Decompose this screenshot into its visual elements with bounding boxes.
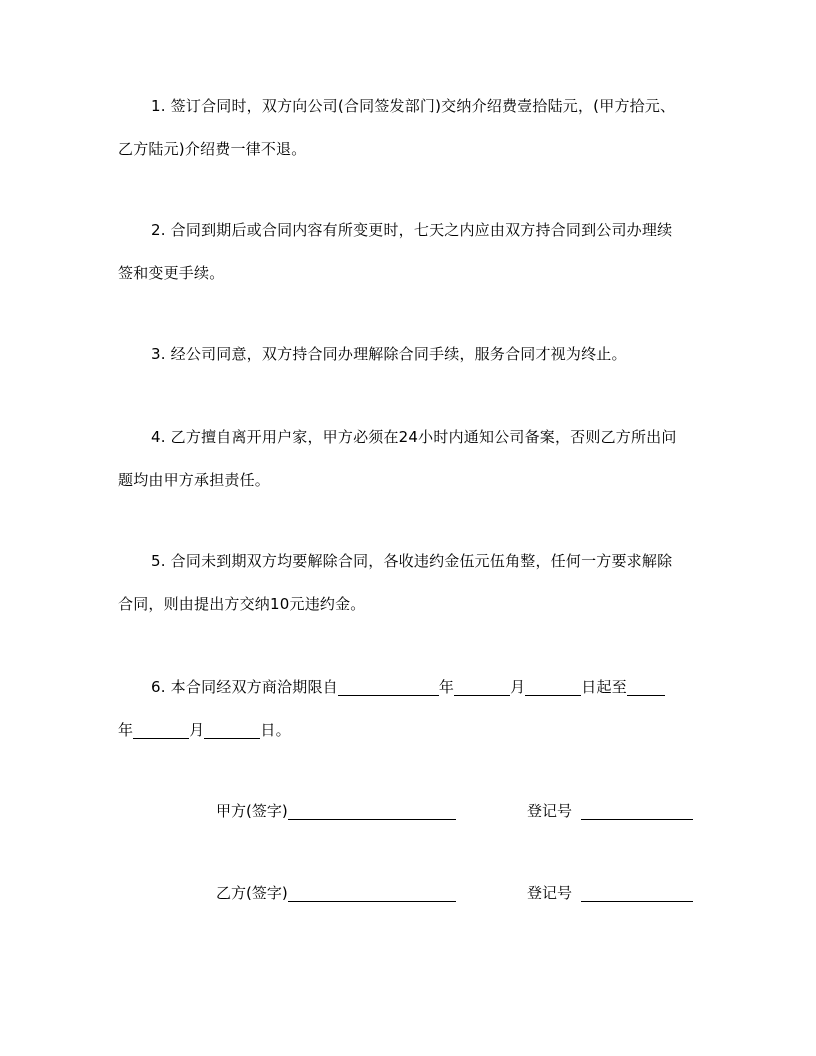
end-year-blank-start[interactable] [627,677,665,696]
clause-6-line-1 [151,666,665,709]
signature-row-party-b [216,872,456,915]
clause-2-line-1: 2. 合同到期后或合同内容有所变更时，七天之内应由双方持合同到公司办理续 [151,221,673,239]
term-prefix: 6. 本合同经双方商洽期限自 [151,678,338,696]
term-month-label: 月 [510,678,526,696]
end-day-blank[interactable] [204,720,260,739]
registration-row-party-a [527,790,693,833]
party-a-label: 甲方(签字) [216,802,288,820]
clause-1-line-1: 1. 签订合同时，双方向公司(合同签发部门)交纳介绍费壹拾陆元，(甲方拾元、 [151,97,676,115]
party-b-signature-line[interactable] [288,883,456,902]
registration-row-party-b [527,872,693,915]
party-a-signature-line[interactable] [288,801,456,820]
clause-4-line-1: 4. 乙方擅自离开用户家，甲方必须在24小时内通知公司备案，否则乙方所出问 [151,428,677,446]
party-a-reg-number-line[interactable] [581,801,693,820]
term-day-to-label: 日起至 [581,678,627,696]
term-year2-label: 年 [118,721,134,739]
party-a-reg-label: 登记号 [527,802,573,820]
signature-row-party-a [216,790,456,833]
clause-5-line-1: 5. 合同未到期双方均要解除合同，各收违约金伍元伍角整，任何一方要求解除 [151,552,673,570]
start-month-blank[interactable] [454,677,510,696]
party-b-reg-number-line[interactable] [581,883,693,902]
party-b-reg-label: 登记号 [527,884,573,902]
start-year-blank[interactable] [338,677,439,696]
clause-5-line-2: 合同，则由提出方交纳10元违约金。 [118,595,366,613]
clause-2-line-2: 签和变更手续。 [118,264,225,282]
term-year-label: 年 [438,678,455,696]
term-day-end-label: 日。 [260,721,291,739]
clause-6-line-2 [118,709,291,752]
party-b-label: 乙方(签字) [216,884,288,902]
clause-1-line-2: 乙方陆元)介绍费一律不退。 [118,140,307,158]
start-day-blank[interactable] [525,677,581,696]
term-month2-label: 月 [189,721,205,739]
clause-3-line-1: 3. 经公司同意，双方持合同办理解除合同手续，服务合同才视为终止。 [151,345,627,363]
end-month-blank[interactable] [133,720,189,739]
clause-4-line-2: 题均由甲方承担责任。 [118,471,271,489]
